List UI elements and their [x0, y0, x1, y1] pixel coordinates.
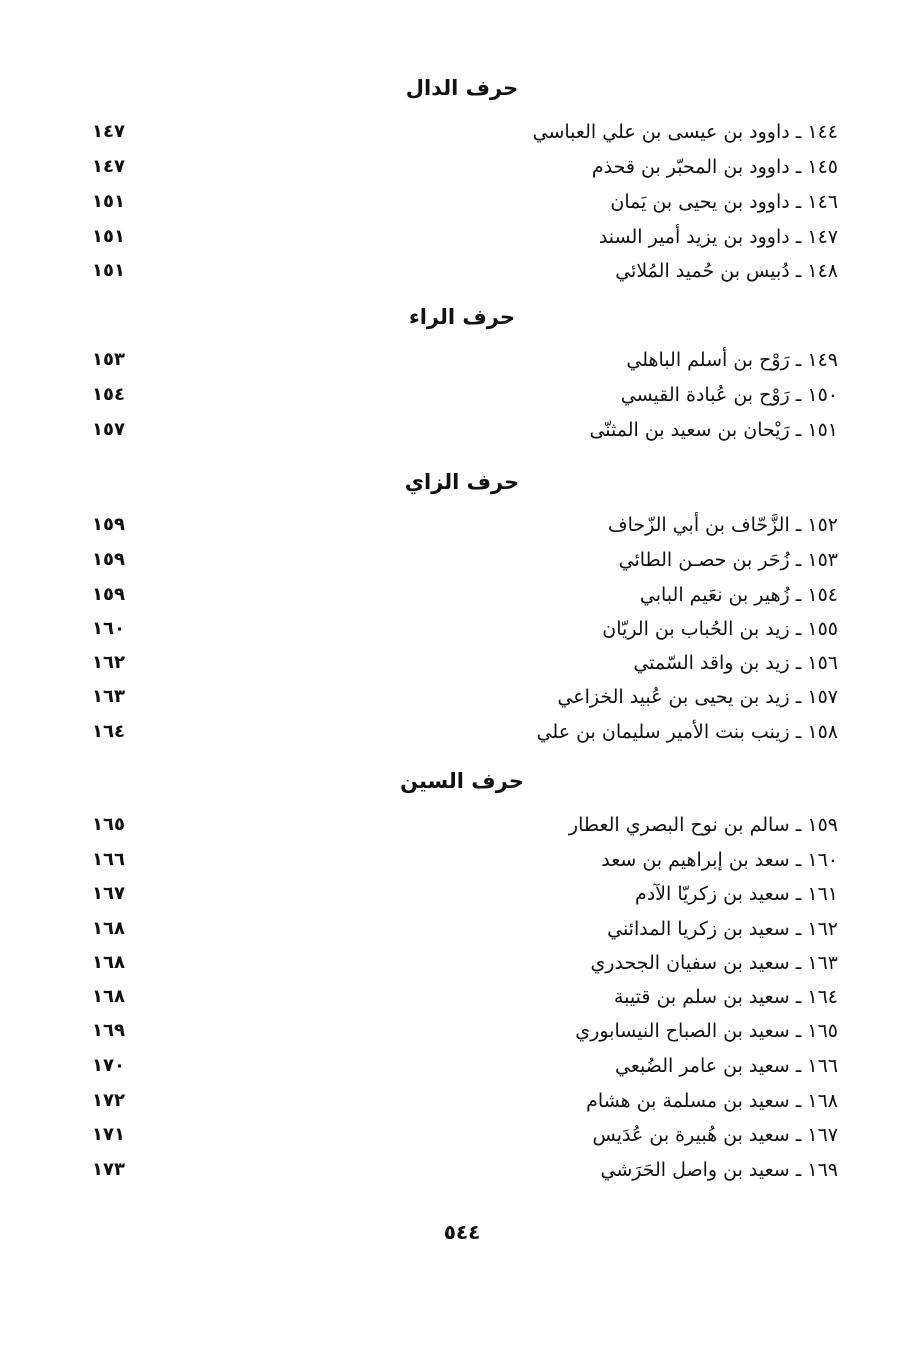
entry-page-number: ١٥٤: [92, 384, 125, 405]
list-item: [0, 256, 924, 286]
entry-page-number: ١٤٧: [92, 156, 125, 177]
entry-page-number: ١٥١: [92, 260, 125, 281]
list-item: [0, 1016, 924, 1046]
list-item: [0, 1155, 924, 1185]
entry-page-number: ١٧٣: [92, 1159, 125, 1180]
entry-title: ١٦٧ ـ سعيد بن هُبيرة بن عُدَيس: [592, 1124, 838, 1146]
entry-title: ١٥٨ ـ زينب بنت الأمير سليمان بن علي: [536, 721, 838, 743]
entry-title: ١٤٥ ـ داوود بن المحبّر بن قحذم: [591, 156, 838, 178]
section-heading-sin: حرف السين: [400, 769, 524, 793]
list-item: [0, 1051, 924, 1081]
entry-title: ١٦٥ ـ سعيد بن الصباح النيسابوري: [575, 1020, 838, 1042]
entry-page-number: ١٦٣: [92, 686, 125, 707]
entry-page-number: ١٦٨: [92, 952, 125, 973]
entry-page-number: ١٦٧: [92, 883, 125, 904]
list-item: [0, 187, 924, 217]
entry-page-number: ١٦٥: [92, 814, 125, 835]
entry-page-number: ١٥١: [92, 191, 125, 212]
list-item: [0, 222, 924, 252]
entry-page-number: ١٧١: [92, 1124, 125, 1145]
entry-page-number: ١٤٧: [92, 121, 125, 142]
section-heading-zay: حرف الزاي: [404, 470, 520, 494]
entry-title: ١٤٧ ـ داوود بن يزيد أمير السند: [598, 226, 838, 248]
list-item: [0, 117, 924, 147]
entry-title: ١٦٩ ـ سعيد بن واصل الحَرَشي: [600, 1159, 838, 1181]
entry-title: ١٥١ ـ رَيْحان بن سعيد بن المثنّى: [589, 419, 838, 441]
section-heading-ra: حرف الراء: [409, 305, 515, 329]
entry-title: ١٥٩ ـ سالم بن نوح البصري العطار: [568, 814, 838, 836]
entry-title: ١٦٢ ـ سعيد بن زكريا المدائني: [607, 918, 838, 940]
list-item: [0, 1086, 924, 1116]
entry-page-number: ١٧٠: [92, 1055, 125, 1076]
entry-title: ١٦١ ـ سعيد بن زكريّا الآدم: [634, 883, 838, 905]
list-item: [0, 648, 924, 678]
entry-title: ١٦٤ ـ سعيد بن سلم بن قتيبة: [613, 986, 838, 1008]
entry-page-number: ١٦٠: [92, 618, 125, 639]
list-item: [0, 580, 924, 610]
list-item: [0, 545, 924, 575]
entry-page-number: ١٥١: [92, 226, 125, 247]
list-item: [0, 982, 924, 1012]
entry-title: ١٦٣ ـ سعيد بن سفيان الجحدري: [590, 952, 838, 974]
list-item: [0, 682, 924, 712]
entry-page-number: ١٥٣: [92, 349, 125, 370]
list-item: [0, 415, 924, 445]
entry-page-number: ١٦٨: [92, 986, 125, 1007]
section-heading-dal: حرف الدال: [405, 76, 519, 100]
list-item: [0, 879, 924, 909]
page-folio-number: ٥٤٤: [443, 1220, 481, 1244]
entry-title: ١٥٣ ـ زُحَر بن حصـن الطائي: [618, 549, 838, 571]
entry-title: ١٥٠ ـ رَوْح بن عُبادة القيسي: [620, 384, 838, 406]
entry-title: ١٥٥ ـ زيد بن الحُباب بن الريّان: [602, 618, 838, 640]
entry-page-number: ١٥٩: [92, 584, 125, 605]
entry-title: ١٤٦ ـ داوود بن يحيى بن يَمان: [610, 191, 838, 213]
entry-page-number: ١٦٩: [92, 1020, 125, 1041]
list-item: [0, 152, 924, 182]
entry-page-number: ١٦٤: [92, 721, 125, 742]
entry-title: ١٥٤ ـ زُهير بن نعَيم البابي: [639, 584, 838, 606]
entry-title: ١٤٩ ـ رَوْح بن أسلم الباهلي: [626, 349, 838, 371]
list-item: [0, 948, 924, 978]
entry-page-number: ١٥٧: [92, 419, 125, 440]
entry-title: ١٤٨ ـ دُبيس بن حُميد المُلائي: [615, 260, 838, 282]
list-item: [0, 845, 924, 875]
entry-page-number: ١٧٢: [92, 1090, 125, 1111]
list-item: [0, 380, 924, 410]
entry-page-number: ١٦٨: [92, 918, 125, 939]
list-item: [0, 717, 924, 747]
list-item: [0, 614, 924, 644]
entry-title: ١٤٤ ـ داوود بن عيسى بن علي العباسي: [532, 121, 838, 143]
list-item: [0, 510, 924, 540]
list-item: [0, 810, 924, 840]
entry-title: ١٦٠ ـ سعد بن إبراهيم بن سعد: [601, 849, 838, 871]
entry-page-number: ١٥٩: [92, 514, 125, 535]
entry-title: ١٥٦ ـ زيد بن واقد السّمتي: [633, 652, 838, 674]
entry-title: ١٦٨ ـ سعيد بن مسلمة بن هشام: [586, 1090, 838, 1112]
entry-page-number: ١٦٦: [92, 849, 125, 870]
list-item: [0, 345, 924, 375]
entry-title: ١٥٢ ـ الزَّحّاف بن أبي الزّحاف: [607, 514, 838, 536]
entry-title: ١٦٦ ـ سعيد بن عامر الضُبعي: [615, 1055, 838, 1077]
entry-page-number: ١٥٩: [92, 549, 125, 570]
entry-title: ١٥٧ ـ زيد بن يحيى بن عُبيد الخزاعي: [557, 686, 838, 708]
list-item: [0, 1120, 924, 1150]
list-item: [0, 914, 924, 944]
entry-page-number: ١٦٢: [92, 652, 125, 673]
